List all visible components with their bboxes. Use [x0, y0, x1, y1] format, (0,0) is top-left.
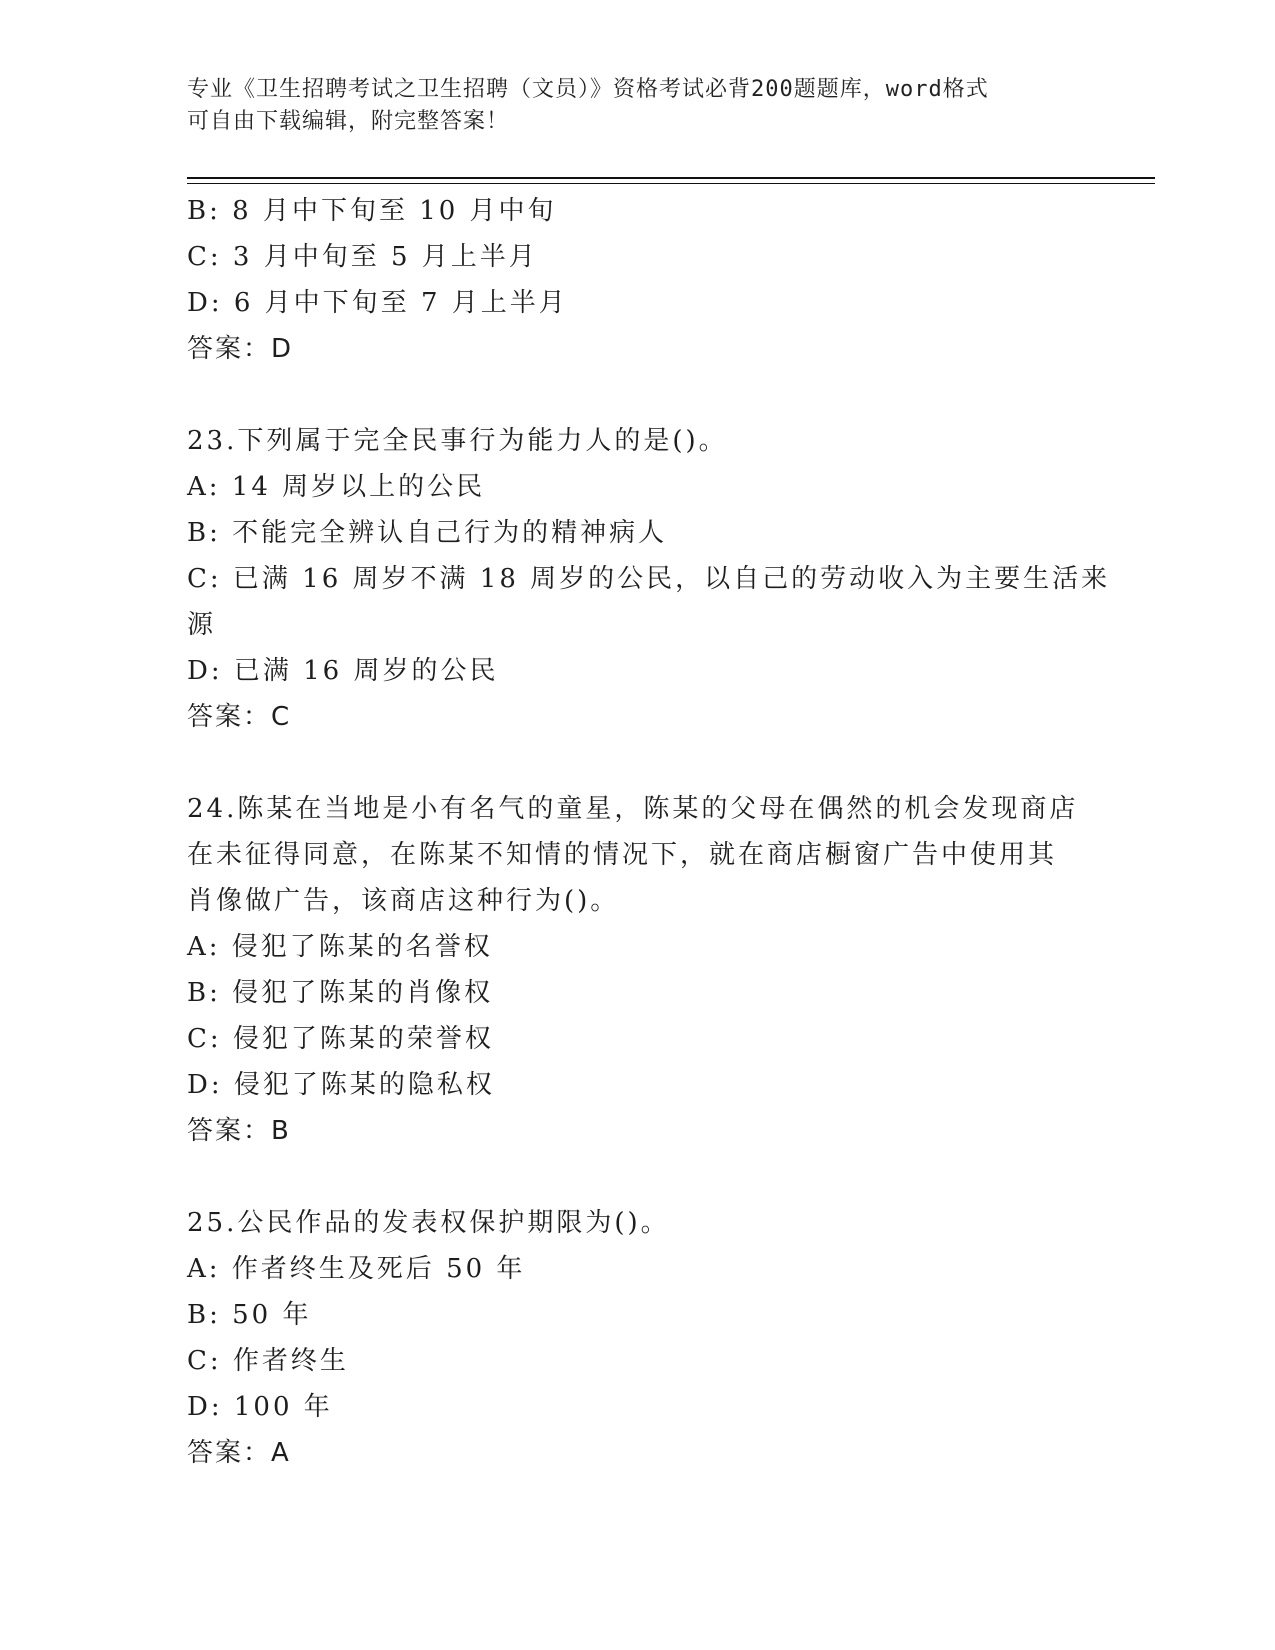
option-c: C: 3 月中旬至 5 月上半月	[187, 242, 538, 272]
header-divider-thin	[187, 183, 1155, 184]
option-b: B: 8 月中下旬至 10 月中旬	[187, 196, 557, 226]
header-title-line1: 专业《卫生招聘考试之卫生招聘（文员）》资格考试必背200题题库，word格式	[187, 77, 989, 102]
spacer	[187, 372, 1087, 418]
option-d: D: 侵犯了陈某的隐私权	[187, 1070, 495, 1100]
header-divider-thick	[187, 177, 1155, 179]
option-c-line1: C: 已满 16 周岁不满 18 周岁的公民，以自己的劳动收入为主要生活来	[187, 564, 1111, 594]
question-22-tail	[187, 188, 1087, 372]
question-stem: 23.下列属于完全民事行为能力人的是()。	[187, 426, 728, 456]
document-header	[187, 74, 1067, 138]
option-d: D: 6 月中下旬至 7 月上半月	[187, 288, 568, 318]
option-d: D: 已满 16 周岁的公民	[187, 656, 499, 686]
question-24	[187, 786, 1087, 1154]
question-25	[187, 1200, 1087, 1476]
answer-line: 答案：C	[187, 702, 292, 732]
spacer	[187, 740, 1087, 786]
spacer	[187, 1154, 1087, 1200]
question-list	[187, 188, 1111, 1476]
option-b: B: 不能完全辨认自己行为的精神病人	[187, 518, 668, 548]
question-stem-line1: 24.陈某在当地是小有名气的童星，陈某的父母在偶然的机会发现商店	[187, 794, 1079, 824]
question-stem-line3: 肖像做广告，该商店这种行为()。	[187, 886, 620, 916]
option-c: C: 作者终生	[187, 1346, 349, 1376]
option-c: C: 侵犯了陈某的荣誉权	[187, 1024, 494, 1054]
answer-line: 答案：A	[187, 1438, 291, 1468]
option-c-line2: 源	[187, 610, 217, 640]
option-a: A: 14 周岁以上的公民	[187, 472, 486, 502]
question-23	[187, 418, 1111, 740]
option-b: B: 50 年	[187, 1300, 312, 1330]
answer-line: 答案：B	[187, 1116, 291, 1146]
question-stem-line2: 在未征得同意，在陈某不知情的情况下，就在商店橱窗广告中使用其	[187, 840, 1058, 870]
question-stem: 25.公民作品的发表权保护期限为()。	[187, 1208, 670, 1238]
option-a: A: 作者终生及死后 50 年	[187, 1254, 526, 1284]
answer-line: 答案：D	[187, 334, 294, 364]
option-d: D: 100 年	[187, 1392, 333, 1422]
option-b: B: 侵犯了陈某的肖像权	[187, 978, 494, 1008]
option-a: A: 侵犯了陈某的名誉权	[187, 932, 493, 962]
header-title-line2: 可自由下载编辑，附完整答案！	[187, 109, 510, 134]
